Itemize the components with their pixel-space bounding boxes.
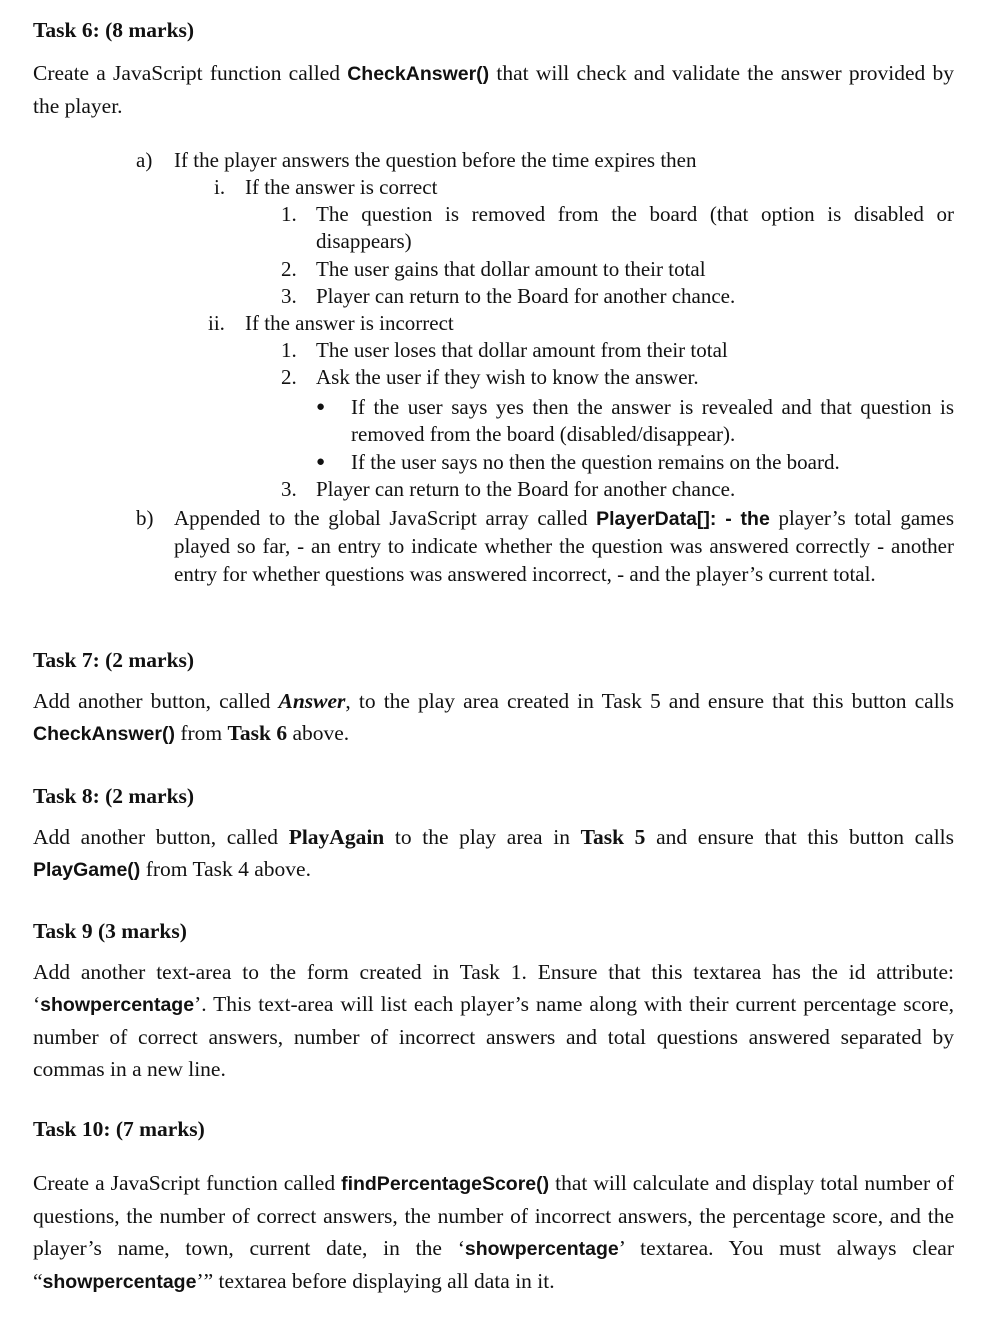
task6-title: Task 6: (8 marks) — [33, 18, 195, 42]
task10-id1: showpercentage — [464, 1238, 619, 1260]
task6-intro — [33, 57, 954, 122]
task6-intro-b: that will check and validate the answer provided by the player. — [33, 61, 954, 118]
task7-ref: Task 6 — [227, 721, 288, 745]
task9-id: showpercentage — [40, 994, 195, 1016]
task9-title: Task 9 (3 marks) — [33, 919, 187, 943]
item-i-3-num: 3. — [281, 284, 297, 308]
item-i-1-num: 1. — [281, 202, 297, 226]
item-i-label: i. — [214, 175, 226, 199]
task10-id2: showpercentage — [42, 1271, 197, 1293]
task6-intro-a: Create a JavaScript function called — [33, 61, 340, 85]
task10-fn: findPercentageScore() — [341, 1173, 550, 1195]
task7-b: , to the play area created in Task 5 and ensure that this button calls — [345, 689, 955, 713]
item-a-text: If the player answers the question before the time expires then — [174, 148, 697, 172]
task7-d: above. — [292, 721, 350, 745]
task7-btn: Answer — [278, 689, 346, 713]
item-b-label: b) — [136, 506, 154, 530]
item-ii-3-num: 3. — [281, 477, 297, 501]
bullet-dot: ● — [316, 399, 326, 415]
item-ii-2-num: 2. — [281, 365, 297, 389]
item-b-text — [174, 505, 954, 588]
item-i-2-num: 2. — [281, 257, 297, 281]
task7-fn: CheckAnswer() — [33, 723, 175, 745]
task8-fn: PlayGame() — [33, 859, 141, 881]
task8-d: from Task 4 above. — [145, 857, 311, 881]
item-ii-label: ii. — [208, 311, 225, 335]
task10-title: Task 10: (7 marks) — [33, 1117, 205, 1141]
task10-c: ’ textarea. You must always clear “ — [33, 1236, 954, 1293]
item-ii-2-text: Ask the user if they wish to know the answer. — [316, 365, 699, 389]
task8-c: and ensure that this button calls — [656, 825, 955, 849]
bullet-no-text: If the user says no then the question remains on the board. — [351, 450, 840, 474]
task10-a: Create a JavaScript function called — [33, 1171, 336, 1195]
task7-c: from — [180, 721, 223, 745]
task7-title: Task 7: (2 marks) — [33, 648, 195, 672]
bullet-dot: ● — [316, 454, 326, 470]
task8-b: to the play area in — [394, 825, 570, 849]
item-i-3-text: Player can return to the Board for another chance. — [316, 284, 736, 308]
task10-d: ’” textarea before displaying all data in it. — [196, 1269, 555, 1293]
task7-a: Add another button, called — [33, 689, 271, 713]
task9-body — [33, 956, 954, 1085]
item-i-text: If the answer is correct — [245, 175, 438, 199]
item-ii-3-text: Player can return to the Board for another chance. — [316, 477, 736, 501]
item-b-text-b: player’s total games played so far, - an entry to indicate whether the question was answered correctly - another entry for whether questions was answered incorrect, - and the player’s current total. — [174, 506, 954, 586]
task8-btn: PlayAgain — [288, 825, 385, 849]
task8-ref: Task 5 — [580, 825, 646, 849]
task10-b: that will calculate and display total number of questions, the number of correct answers, the number of incorrect answers, the percentage score, and the player’s name, town, current date, in the ‘ — [33, 1171, 954, 1260]
item-b-code: PlayerData[]: - the — [596, 508, 770, 530]
task10-body — [33, 1167, 954, 1298]
bullet-yes-text: If the user says yes then the answer is revealed and that question is removed from the board (disabled/disappear). — [351, 395, 954, 447]
task9-a: Add another text-area to the form created in Task 1. Ensure that this textarea has the id attribute: ‘ — [33, 960, 954, 1016]
task8-body — [33, 821, 954, 886]
item-ii-1-num: 1. — [281, 338, 297, 362]
item-ii-text: If the answer is incorrect — [245, 311, 454, 335]
item-i-1-text: The question is removed from the board (that option is disabled or disappears) — [316, 202, 954, 254]
task8-a: Add another button, called — [33, 825, 279, 849]
task8-title: Task 8: (2 marks) — [33, 784, 195, 808]
task9-b: ’. This text-area will list each player’s name along with their current percentage score, number of correct answers, number of incorrect answers and total questions answered separated by commas in a new line. — [33, 992, 954, 1081]
item-ii-1-text: The user loses that dollar amount from their total — [316, 338, 728, 362]
task7-body — [33, 685, 954, 750]
item-b-text-a: Appended to the global JavaScript array called — [174, 506, 588, 530]
item-i-2-text: The user gains that dollar amount to their total — [316, 257, 706, 281]
task6-intro-fn: CheckAnswer() — [347, 63, 490, 85]
item-a-label: a) — [136, 148, 153, 172]
